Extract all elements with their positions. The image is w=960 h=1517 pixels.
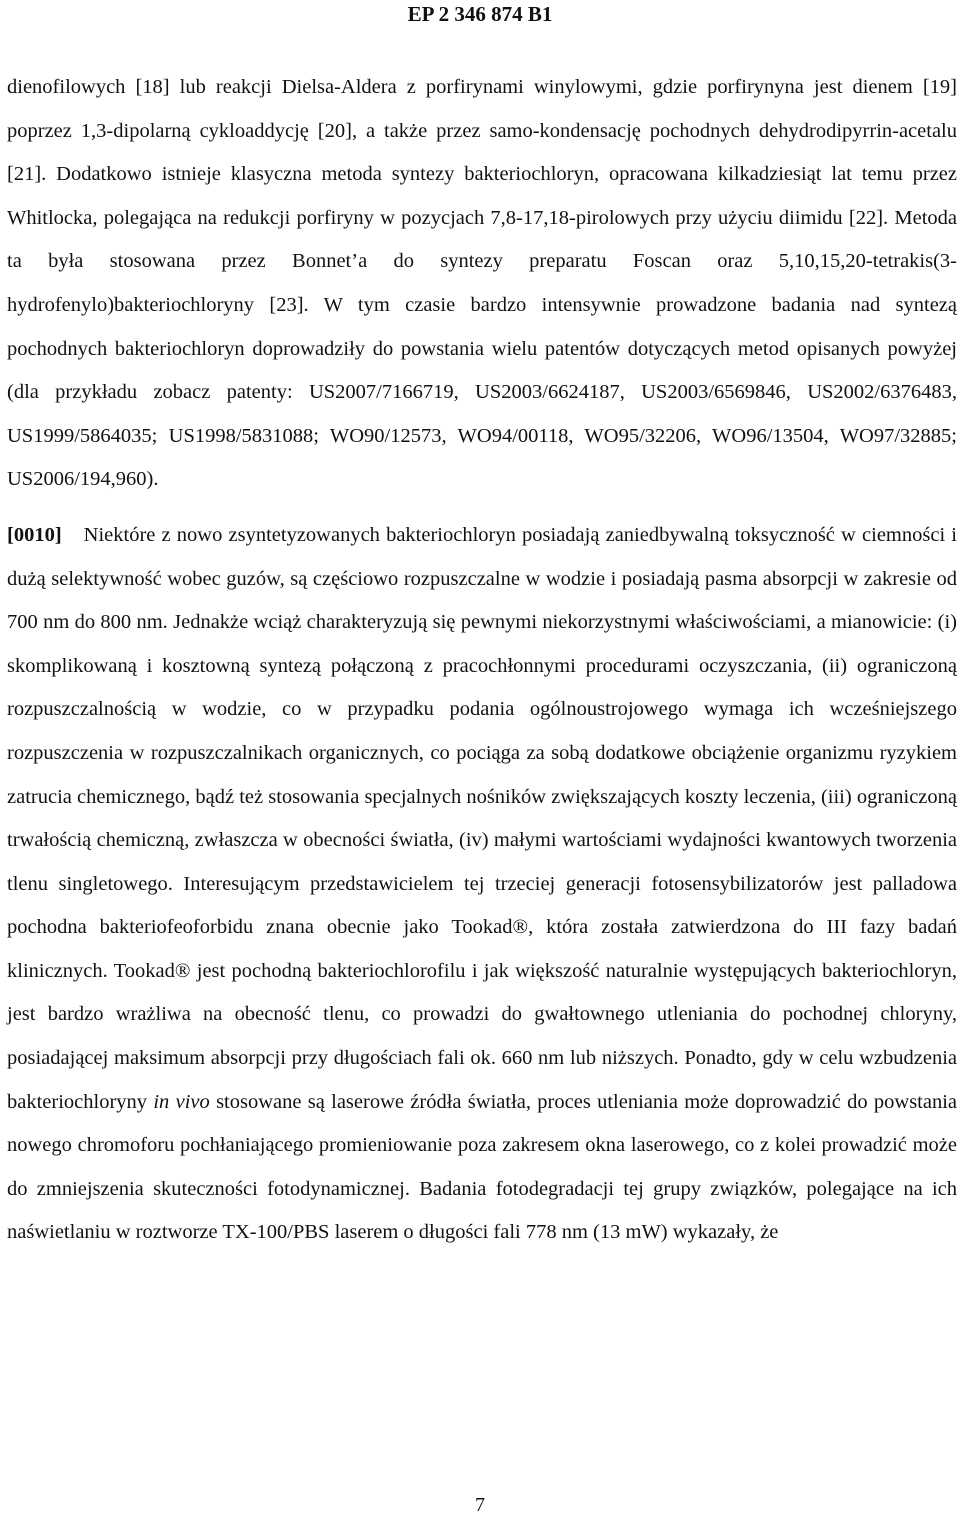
italic-term: in vivo xyxy=(153,1090,210,1113)
paragraph-text-part-2: stosowane są laserowe źródła światła, proces utleniania może doprowadzić do powstania nowego chromoforu pochłaniającego promieniowanie poza zakresem okna laserowego, co z kolei prowadzić może do zmniejszenia skuteczności fotodynamicznej. Badania fotodegradacji tej grupy związków, polegające na ich naświetlaniu w roztworze TX-100/PBS laserem o długości fali 778 nm (13 mW) wykazały, że xyxy=(7,1090,958,1244)
page-number: 7 xyxy=(475,1494,485,1516)
paragraph-text-part-1: Niektóre z nowo zsyntetyzowanych bakteriochloryn posiadają zaniedbywalną toksyczność w ciemności i dużą selektywność wobec guzów, są częściowo rozpuszczalne w wodzie i posiadają pasma absorpcji w zakresie od 700 nm do 800 nm. Jednakże wciąż charakteryzują się pewnymi niekorzystnymi właściwościami, a mianowicie: (i) skomplikowaną i kosztowną syntezą połączoną z pracochłonnymi procedurami oczyszczania, (ii) ograniczoną rozpuszczalnością w wodzie, co w przypadku podania ogólnoustrojowego wymaga ich wcześniejszego rozpuszczenia w rozpuszczalnikach organicznych, co pociąga za sobą dodatkowe obciążenie organizmu ryzykiem zatrucia chemicznego, bądź też stosowania specjalnych nośników zwiększających koszty leczenia, (iii) ograniczoną trwałością chemiczną, zwłaszcza w obecności światła, (iv) małymi wartościami wydajności kwantowych tworzenia tlenu singletowego. Interesującym przedstawicielem tej trzeciej generacji fotosensybilizatorów jest palladowa pochodna bakteriofeoforbidu znana obecnie jako Tookad®, która została zatwierdzona do III fazy badań klinicznych. Tookad® jest pochodną bakteriochlorofilu i jak większość naturalnie występujących bakteriochloryn, jest bardzo wrażliwa na obecność tlenu, co prowadzi do gwałtownego utleniania do pochodnej chloryny, posiadającej maksimum absorpcji przy długościach fali ok. 660 nm lub niższych. Ponadto, gdy w celu wzbudzenia bakteriochloryny xyxy=(7,523,957,1113)
paragraph-0010 xyxy=(7,514,957,1255)
document-number-header: EP 2 346 874 B1 xyxy=(407,2,553,26)
paragraph-continuation: dienofilowych [18] lub reakcji Dielsa-Aldera z porfirynami winylowymi, gdzie porfirynyna jest dienem [19] poprzez 1,3-dipolarną cykloaddycję [20], a także przez samo-kondensację pochodnych dehydrodipyrrin-acetalu [21]. Dodatkowo istnieje klasyczna metoda syntezy bakteriochloryn, opracowana kilkadziesiąt lat temu przez Whitlocka, polegająca na redukcji porfiryny w pozycjach 7,8-17,18-pirolowych przy użyciu diimidu [22]. Metoda ta była stosowana przez Bonnet’a do syntezy preparatu Foscan oraz 5,10,15,20-tetrakis(3-hydrofenylo)bakteriochloryny [23]. W tym czasie bardzo intensywnie prowadzone badania nad syntezą pochodnych bakteriochloryn doprowadziły do powstania wielu patentów dotyczących metod opisanych powyżej (dla przykładu zobacz patenty: US2007/7166719, US2003/6624187, US2003/6569846, US2002/6376483, US1999/5864035; US1998/5831088; WO90/12573, WO94/00118, WO95/32206, WO96/13504, WO97/32885; US2006/194,960). xyxy=(7,76,957,491)
paragraph-number: [0010] xyxy=(7,523,62,546)
document-body xyxy=(7,66,957,1255)
